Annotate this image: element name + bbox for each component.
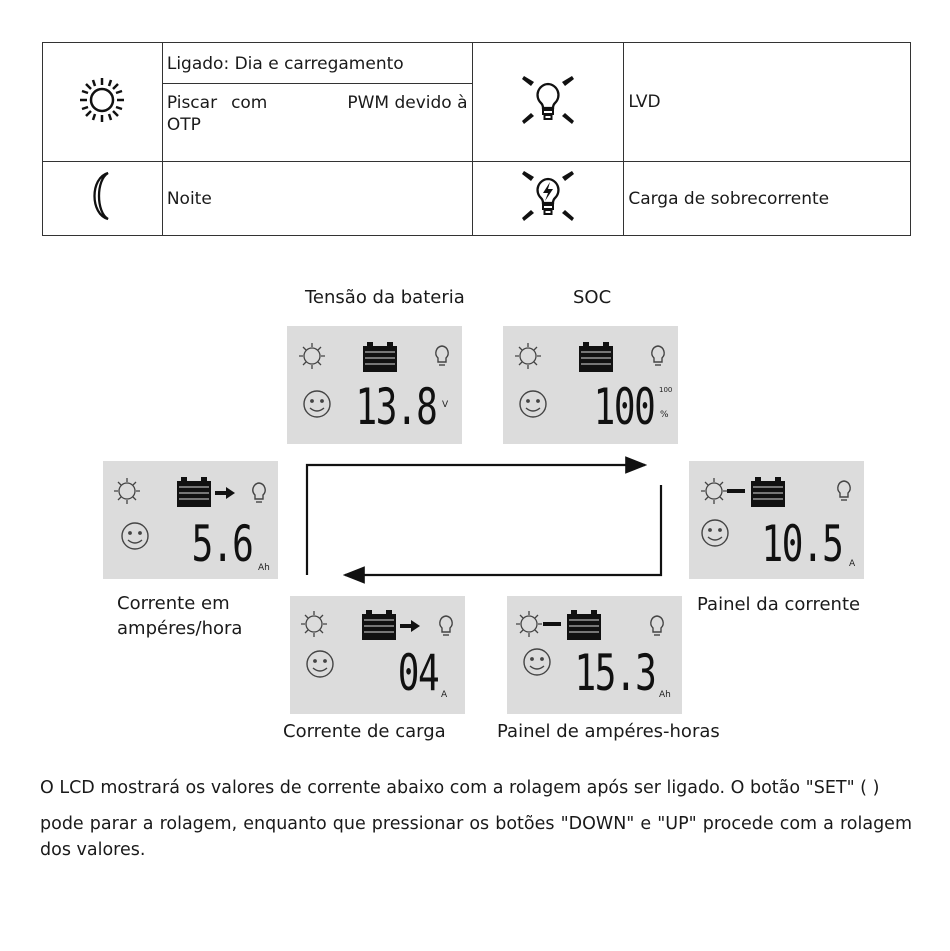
scroll-description-line2: pode parar a rolagem, enquanto que pressionar os botões "DOWN" e "UP" procede com a rolagem dos valores. (40, 814, 912, 860)
lcd-icons (290, 596, 465, 714)
panel-amp-hours-value: 15.3 (574, 644, 655, 702)
lcd-sun-icon (114, 478, 140, 504)
lcd-bulb-icon (652, 346, 664, 365)
pwm-word-3: PWM devido à (347, 93, 468, 113)
lcd-battery-voltage (287, 326, 462, 444)
pwm-word-2: com (231, 93, 268, 113)
lcd-smiley-icon (122, 523, 148, 549)
panel-amp-hours-unit: Ah (659, 690, 671, 700)
scroll-description-line1: O LCD mostrará os valores de corrente abaixo com a rolagem após ser ligado. O botão "SET" ( ) (40, 778, 880, 798)
overcurrent-label: Carga de sobrecorrente (624, 162, 911, 236)
lcd-bulb-icon (253, 483, 265, 502)
lcd-sun-icon (516, 611, 542, 637)
panel-current-caption: Painel da corrente (697, 594, 861, 615)
soc-value: 100 (593, 378, 654, 436)
lcd-smiley-icon (702, 520, 728, 546)
lcd-bulb-icon (436, 346, 448, 365)
lcd-left-arrow-icon (543, 622, 561, 626)
battery-voltage-value: 13.8 (355, 378, 436, 436)
amp-hour-caption-line1: Corrente em (117, 593, 230, 614)
lcd-sun-icon (515, 343, 541, 369)
lcd-battery-icon (363, 342, 397, 372)
lcd-panel-amp-hours (507, 596, 682, 714)
load-current-unit: A (441, 690, 448, 700)
lcd-battery-icon (362, 610, 396, 640)
lcd-battery-icon (177, 477, 211, 507)
amp-hour-current-value: 5.6 (191, 515, 252, 573)
lcd-right-arrow-icon (400, 620, 420, 632)
lcd-amp-hour-current (103, 461, 278, 579)
amp-hour-current-unit: Ah (258, 563, 270, 573)
lcd-sun-icon (301, 611, 327, 637)
day-charging-label: Ligado: Dia e carregamento (162, 43, 472, 84)
lcd-smiley-icon (307, 651, 333, 677)
lcd-bulb-icon (440, 616, 452, 635)
night-label: Noite (162, 162, 472, 236)
lcd-soc (503, 326, 678, 444)
lcd-bulb-icon (651, 616, 663, 635)
lcd-sun-icon (701, 478, 727, 504)
load-current-value: 04 (397, 644, 438, 702)
lcd-right-arrow-icon (215, 487, 235, 499)
lcd-bulb-icon (838, 481, 850, 500)
pwm-word-1: Piscar (166, 93, 218, 113)
battery-voltage-caption: Tensão da bateria (305, 287, 465, 308)
lcd-battery-icon (579, 342, 613, 372)
lcd-smiley-icon (520, 391, 546, 417)
load-current-caption: Corrente de carga (283, 721, 446, 742)
panel-current-value: 10.5 (761, 515, 842, 573)
battery-voltage-unit: V (442, 400, 449, 410)
panel-current-unit: A (849, 559, 856, 569)
lcd-load-current (290, 596, 465, 714)
soc-unit: % (660, 410, 669, 420)
lcd-panel-current (689, 461, 864, 579)
soc-caption: SOC (573, 287, 612, 308)
lcd-left-arrow-icon (727, 489, 745, 493)
lcd-battery-icon (567, 610, 601, 640)
lcd-smiley-icon (304, 391, 330, 417)
lcd-battery-icon (751, 477, 785, 507)
pwm-word-4: OTP (166, 115, 201, 135)
soc-unit-top: 100 (659, 386, 673, 394)
lvd-label: LVD (624, 43, 911, 162)
lcd-sun-icon (299, 343, 325, 369)
lcd-smiley-icon (524, 649, 550, 675)
amp-hour-caption-line2: ampéres/hora (117, 618, 243, 639)
panel-amp-hours-caption: Painel de ampéres-horas (497, 721, 720, 742)
